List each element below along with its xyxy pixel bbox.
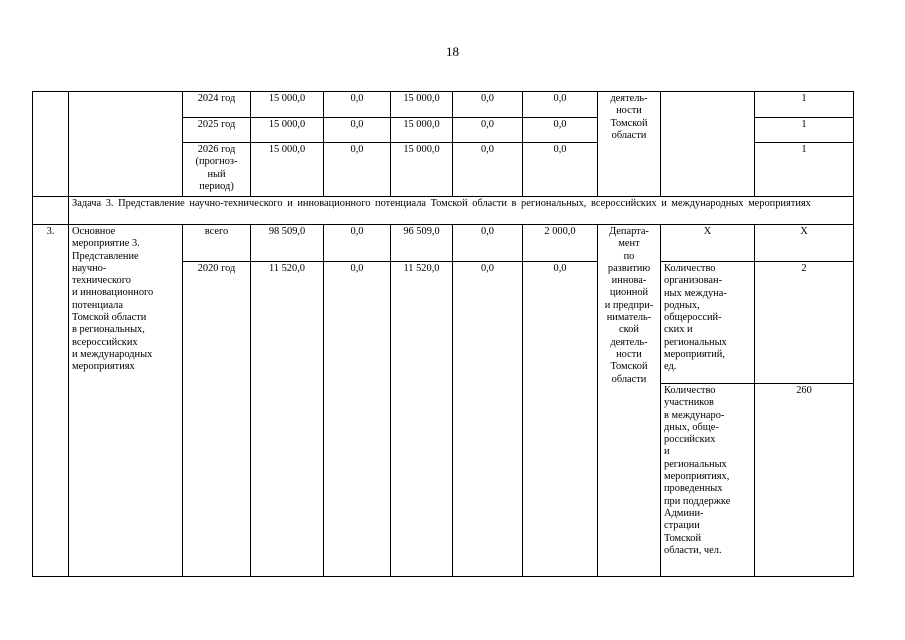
page-number: 18 — [446, 44, 459, 59]
event-number: 3. — [33, 225, 69, 577]
extrabudget-cell: 0,0 — [523, 118, 598, 143]
task-num-cell — [33, 197, 69, 225]
indicator-value-cell: Х — [755, 225, 854, 262]
total-cell: 11 520,0 — [251, 262, 324, 577]
regional-cell: 11 520,0 — [391, 262, 453, 577]
federal-cell: 0,0 — [324, 118, 391, 143]
executor-cell: деятель- ности Томской области — [598, 92, 661, 197]
federal-cell: 0,0 — [324, 143, 391, 197]
task-text: Задача 3. Представление научно-технического и инновационного потенциала Томской области в региональных, всероссийских и международных мероприятиях — [69, 197, 854, 225]
total-cell: 98 509,0 — [251, 225, 324, 262]
name-cell — [69, 92, 183, 197]
regional-cell: 96 509,0 — [391, 225, 453, 262]
year-cell: 2026 год (прогноз- ный период) — [183, 143, 251, 197]
event-total-row — [33, 225, 854, 262]
indicator-value-cell: 1 — [755, 92, 854, 118]
local-cell: 0,0 — [453, 225, 523, 262]
indicator-value-cell: 1 — [755, 143, 854, 197]
task-row — [33, 197, 854, 225]
indicator-cell — [661, 92, 755, 197]
federal-cell: 0,0 — [324, 225, 391, 262]
extrabudget-cell: 0,0 — [523, 262, 598, 577]
indicator-organized-events: Количество организован- ных междуна- родных, общероссий- ских и региональных мероприятий, ед. — [661, 262, 755, 384]
regional-cell: 15 000,0 — [391, 118, 453, 143]
regional-cell: 15 000,0 — [391, 143, 453, 197]
local-cell: 0,0 — [453, 118, 523, 143]
total-cell: 15 000,0 — [251, 92, 324, 118]
total-cell: 15 000,0 — [251, 118, 324, 143]
indicator-value-cell: 1 — [755, 118, 854, 143]
local-cell: 0,0 — [453, 143, 523, 197]
indicator-cell: Х — [661, 225, 755, 262]
federal-cell: 0,0 — [324, 262, 391, 577]
extrabudget-cell: 0,0 — [523, 92, 598, 118]
local-cell: 0,0 — [453, 92, 523, 118]
program-table — [32, 91, 854, 577]
year-row — [33, 92, 854, 118]
event-executor: Департа- мент по развитию иннова- ционной и предпри- ниматель- ской деятель- ности Томской области — [598, 225, 661, 577]
year-cell: 2024 год — [183, 92, 251, 118]
extrabudget-cell: 2 000,0 — [523, 225, 598, 262]
federal-cell: 0,0 — [324, 92, 391, 118]
num-cell — [33, 92, 69, 197]
event-name: Основное мероприятие 3. Представление научно- технического и инновационного потенциала Томской области в региональных, всероссийских и международных мероприятиях — [69, 225, 183, 577]
year-cell: всего — [183, 225, 251, 262]
year-cell: 2020 год — [183, 262, 251, 577]
indicator-value-cell: 260 — [755, 384, 854, 577]
indicator-value-cell: 2 — [755, 262, 854, 384]
total-cell: 15 000,0 — [251, 143, 324, 197]
local-cell: 0,0 — [453, 262, 523, 577]
year-cell: 2025 год — [183, 118, 251, 143]
regional-cell: 15 000,0 — [391, 92, 453, 118]
indicator-participants: Количество участников в междунаро- дных, обще- российских и региональных мероприятиях, проведенных при поддержке Админи- страции Томской области, чел. — [661, 384, 755, 577]
extrabudget-cell: 0,0 — [523, 143, 598, 197]
